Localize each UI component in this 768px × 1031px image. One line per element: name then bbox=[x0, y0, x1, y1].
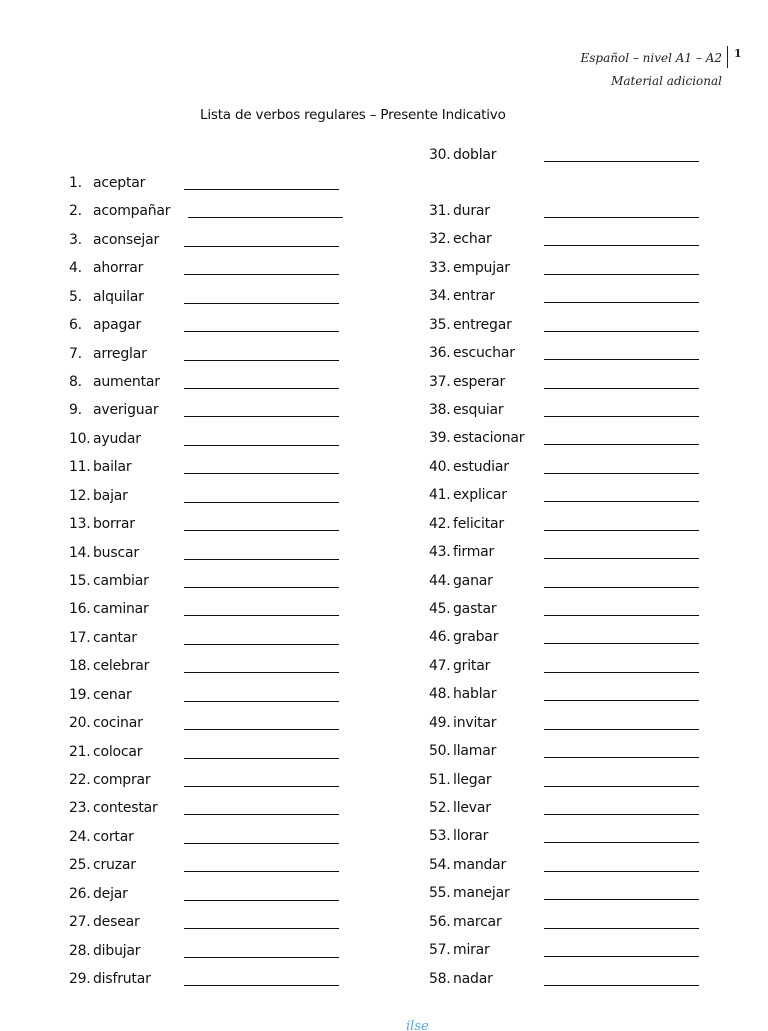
verb-number: 19. bbox=[69, 686, 91, 703]
verb-word: ayudar bbox=[93, 430, 141, 447]
verb-word: invitar bbox=[453, 714, 497, 731]
verb-number: 27. bbox=[69, 914, 91, 931]
verb-word: firmar bbox=[453, 544, 495, 561]
verb-word: marcar bbox=[453, 913, 502, 930]
verb-list-item bbox=[429, 712, 699, 734]
verb-word: gritar bbox=[453, 657, 491, 674]
verb-list-item bbox=[429, 740, 699, 762]
verb-list-item bbox=[429, 626, 699, 648]
answer-blank-line bbox=[184, 473, 339, 474]
verb-number: 3. bbox=[69, 231, 82, 248]
answer-blank-line bbox=[544, 217, 699, 218]
answer-blank-line bbox=[184, 928, 339, 929]
verb-word: contestar bbox=[93, 800, 158, 817]
verb-word: ganar bbox=[453, 572, 493, 589]
verb-number: 55. bbox=[429, 885, 451, 902]
verb-list-item bbox=[429, 371, 699, 393]
verb-word: hablar bbox=[453, 686, 497, 703]
verb-list-item bbox=[69, 684, 339, 706]
answer-blank-line bbox=[184, 388, 339, 389]
answer-blank-line bbox=[184, 701, 339, 702]
verb-number: 12. bbox=[69, 487, 91, 504]
verb-list-item bbox=[69, 314, 339, 336]
verb-word: cenar bbox=[93, 686, 132, 703]
answer-blank-line bbox=[184, 559, 339, 560]
verb-word: ahorrar bbox=[93, 260, 144, 277]
verb-number: 22. bbox=[69, 772, 91, 789]
verb-number: 36. bbox=[429, 345, 451, 362]
answer-blank-line bbox=[544, 587, 699, 588]
verb-list-item bbox=[429, 200, 699, 222]
answer-blank-line bbox=[544, 416, 699, 417]
verb-word: llamar bbox=[453, 743, 497, 760]
verb-word: bajar bbox=[93, 487, 128, 504]
verb-number: 8. bbox=[69, 374, 82, 390]
answer-blank-line bbox=[184, 360, 339, 361]
verb-number: 1. bbox=[69, 175, 82, 191]
verb-list-item bbox=[429, 427, 699, 449]
answer-blank-line bbox=[544, 501, 699, 502]
verb-list-item bbox=[69, 456, 339, 478]
answer-blank-line bbox=[544, 814, 699, 815]
answer-blank-line bbox=[184, 615, 339, 616]
page-title: Lista de verbos regulares – Presente Indicativo bbox=[200, 107, 506, 123]
verb-number: 9. bbox=[69, 402, 82, 419]
verb-list-item bbox=[429, 968, 699, 990]
verb-number: 47. bbox=[429, 657, 451, 674]
answer-blank-line bbox=[544, 729, 699, 730]
verb-list-item bbox=[69, 286, 339, 308]
verb-number: 20. bbox=[69, 715, 91, 732]
verb-list-item bbox=[429, 484, 699, 506]
verb-number: 54. bbox=[429, 856, 451, 873]
page-number: 1 bbox=[727, 46, 742, 68]
verb-word: aconsejar bbox=[93, 231, 160, 248]
verb-number: 7. bbox=[69, 345, 82, 362]
verb-word: manejar bbox=[453, 885, 510, 902]
verb-list-item bbox=[429, 769, 699, 791]
verb-number: 56. bbox=[429, 913, 451, 930]
verb-list-item bbox=[429, 314, 699, 336]
answer-blank-line bbox=[184, 985, 339, 986]
ilse-logo-icon bbox=[404, 1012, 430, 1031]
verb-list-item bbox=[69, 399, 339, 421]
answer-blank-line bbox=[544, 786, 699, 787]
verb-word: nadar bbox=[453, 970, 493, 987]
verb-word: averiguar bbox=[93, 402, 159, 419]
verb-number: 43. bbox=[429, 544, 451, 561]
answer-blank-line bbox=[184, 957, 339, 958]
verb-number: 58. bbox=[429, 970, 451, 987]
verb-number: 57. bbox=[429, 942, 451, 959]
verb-word: comprar bbox=[93, 772, 151, 789]
verb-list-item bbox=[69, 826, 339, 848]
verb-word: bailar bbox=[93, 459, 132, 476]
verb-word: colocar bbox=[93, 743, 143, 760]
verb-number: 53. bbox=[429, 828, 451, 845]
answer-blank-line bbox=[544, 245, 699, 246]
answer-blank-line bbox=[544, 899, 699, 900]
verb-list-item bbox=[429, 399, 699, 421]
answer-blank-line bbox=[544, 643, 699, 644]
verb-word: dejar bbox=[93, 885, 128, 902]
verb-word: aumentar bbox=[93, 374, 160, 390]
verb-word: borrar bbox=[93, 516, 135, 533]
answer-blank-line bbox=[184, 900, 339, 901]
verb-list-item bbox=[429, 854, 699, 876]
verb-word: echar bbox=[453, 231, 492, 248]
verb-list-item bbox=[69, 229, 339, 251]
answer-blank-line bbox=[184, 274, 339, 275]
verb-number: 52. bbox=[429, 800, 451, 817]
answer-blank-line bbox=[544, 956, 699, 957]
verb-word: entrar bbox=[453, 288, 495, 305]
answer-blank-line bbox=[184, 786, 339, 787]
verb-number: 23. bbox=[69, 800, 91, 817]
verb-word: esquiar bbox=[453, 402, 504, 418]
answer-blank-line bbox=[544, 530, 699, 531]
verb-number: 44. bbox=[429, 572, 451, 589]
verb-list-item bbox=[69, 513, 339, 535]
answer-blank-line bbox=[544, 558, 699, 559]
verb-number: 49. bbox=[429, 714, 451, 731]
answer-blank-line bbox=[544, 388, 699, 389]
verb-number: 4. bbox=[69, 260, 82, 277]
verb-list-item bbox=[69, 485, 339, 507]
verb-number: 29. bbox=[69, 971, 91, 988]
answer-blank-line bbox=[184, 303, 339, 304]
answer-blank-line bbox=[544, 615, 699, 616]
verb-word: cambiar bbox=[93, 573, 149, 590]
verb-word: doblar bbox=[453, 147, 497, 163]
verb-list-item bbox=[69, 940, 339, 962]
answer-blank-line bbox=[544, 757, 699, 758]
verb-list-item bbox=[429, 882, 699, 904]
verb-word: llegar bbox=[453, 771, 492, 788]
verb-list-item bbox=[69, 854, 339, 876]
verb-word: durar bbox=[453, 203, 490, 219]
answer-blank-line bbox=[184, 871, 339, 872]
verb-list-item bbox=[69, 172, 339, 194]
verb-list-item bbox=[69, 542, 339, 564]
answer-blank-line bbox=[544, 672, 699, 673]
verb-word: celebrar bbox=[93, 658, 150, 675]
verb-word: mirar bbox=[453, 942, 490, 959]
answer-blank-line bbox=[544, 302, 699, 303]
answer-blank-line bbox=[544, 444, 699, 445]
answer-blank-line bbox=[544, 928, 699, 929]
verb-list-item bbox=[429, 456, 699, 478]
verb-word: esperar bbox=[453, 373, 506, 390]
verb-number: 18. bbox=[69, 658, 91, 675]
answer-blank-line bbox=[184, 530, 339, 531]
verb-number: 39. bbox=[429, 430, 451, 447]
verb-list-item bbox=[429, 598, 699, 620]
verb-list-item bbox=[69, 655, 339, 677]
verb-word: cruzar bbox=[93, 857, 136, 874]
verb-number: 15. bbox=[69, 573, 91, 590]
verb-word: cocinar bbox=[93, 715, 143, 732]
verb-word: entregar bbox=[453, 316, 512, 333]
verb-word: escuchar bbox=[453, 345, 515, 362]
verb-word: felicitar bbox=[453, 515, 504, 532]
answer-blank-line bbox=[184, 758, 339, 759]
verb-word: llevar bbox=[453, 800, 491, 817]
svg-text:ilse: ilse bbox=[406, 1019, 429, 1031]
verb-word: gastar bbox=[453, 601, 497, 618]
answer-blank-line bbox=[184, 502, 339, 503]
verb-list-item bbox=[429, 570, 699, 592]
verb-word: empujar bbox=[453, 259, 510, 276]
verb-list-item bbox=[69, 343, 339, 365]
verb-number: 21. bbox=[69, 743, 91, 760]
answer-blank-line bbox=[184, 246, 339, 247]
answer-blank-line bbox=[184, 587, 339, 588]
verb-word: cantar bbox=[93, 629, 137, 646]
verb-word: estudiar bbox=[453, 458, 509, 475]
material-line: Material adicional bbox=[611, 74, 722, 88]
answer-blank-line bbox=[184, 189, 339, 190]
answer-blank-line bbox=[544, 700, 699, 701]
verb-number: 25. bbox=[69, 857, 91, 874]
verb-number: 32. bbox=[429, 231, 451, 248]
verb-list-item bbox=[69, 428, 339, 450]
verb-list-item bbox=[69, 570, 339, 592]
verb-number: 41. bbox=[429, 487, 451, 504]
verb-word: estacionar bbox=[453, 430, 525, 447]
verb-list-item bbox=[429, 825, 699, 847]
verb-list-item bbox=[69, 257, 339, 279]
verb-number: 26. bbox=[69, 885, 91, 902]
answer-blank-line bbox=[544, 331, 699, 332]
answer-blank-line bbox=[544, 842, 699, 843]
verb-number: 10. bbox=[69, 430, 91, 447]
verb-word: caminar bbox=[93, 601, 149, 618]
verb-word: disfrutar bbox=[93, 971, 151, 988]
verb-number: 30. bbox=[429, 147, 451, 163]
verb-word: apagar bbox=[93, 317, 142, 334]
verb-list-item bbox=[69, 911, 339, 933]
course-level-line: Español – nivel A1 – A2 bbox=[580, 51, 722, 65]
verb-list-item bbox=[69, 883, 339, 905]
verb-list-item bbox=[429, 797, 699, 819]
answer-blank-line bbox=[184, 416, 339, 417]
verb-list-item bbox=[429, 655, 699, 677]
verb-number: 16. bbox=[69, 601, 91, 618]
verb-word: dibujar bbox=[93, 942, 141, 959]
verb-number: 17. bbox=[69, 629, 91, 646]
verb-word: desear bbox=[93, 914, 140, 931]
verb-word: llorar bbox=[453, 828, 489, 845]
verb-word: mandar bbox=[453, 856, 507, 873]
verb-number: 45. bbox=[429, 601, 451, 618]
verb-list-item bbox=[429, 228, 699, 250]
verb-list-item bbox=[429, 513, 699, 535]
answer-blank-line bbox=[184, 644, 339, 645]
verb-number: 33. bbox=[429, 259, 451, 276]
answer-blank-line bbox=[184, 445, 339, 446]
verb-list-item bbox=[69, 627, 339, 649]
verb-list-item bbox=[429, 342, 699, 364]
verb-list-item bbox=[69, 769, 339, 791]
answer-blank-line bbox=[188, 217, 343, 218]
verb-list-item bbox=[69, 200, 343, 222]
verb-number: 37. bbox=[429, 373, 451, 390]
verb-word: buscar bbox=[93, 544, 139, 561]
verb-number: 48. bbox=[429, 686, 451, 703]
answer-blank-line bbox=[184, 672, 339, 673]
verb-list-item bbox=[429, 541, 699, 563]
verb-number: 50. bbox=[429, 743, 451, 760]
verb-word: alquilar bbox=[93, 288, 144, 305]
answer-blank-line bbox=[544, 161, 699, 162]
answer-blank-line bbox=[184, 843, 339, 844]
verb-number: 28. bbox=[69, 942, 91, 959]
verb-number: 5. bbox=[69, 288, 82, 305]
verb-number: 46. bbox=[429, 629, 451, 646]
verb-list-item bbox=[69, 371, 339, 393]
verb-list-item bbox=[69, 741, 339, 763]
verb-list-item bbox=[69, 712, 339, 734]
answer-blank-line bbox=[544, 985, 699, 986]
verb-number: 13. bbox=[69, 516, 91, 533]
answer-blank-line bbox=[544, 274, 699, 275]
answer-blank-line bbox=[184, 331, 339, 332]
verb-number: 6. bbox=[69, 317, 82, 334]
answer-blank-line bbox=[544, 359, 699, 360]
verb-list-item bbox=[69, 968, 339, 990]
verb-word: grabar bbox=[453, 629, 499, 646]
verb-list-item bbox=[429, 939, 699, 961]
verb-list-item bbox=[429, 285, 699, 307]
verb-number: 2. bbox=[69, 203, 82, 220]
verb-word: arreglar bbox=[93, 345, 147, 362]
verb-list-item bbox=[429, 144, 699, 166]
verb-word: aceptar bbox=[93, 175, 146, 191]
verb-number: 38. bbox=[429, 402, 451, 418]
verb-list-item bbox=[429, 683, 699, 705]
verb-list-item bbox=[69, 598, 339, 620]
verb-list-item bbox=[429, 911, 699, 933]
answer-blank-line bbox=[184, 814, 339, 815]
verb-number: 31. bbox=[429, 203, 451, 219]
verb-number: 34. bbox=[429, 288, 451, 305]
course-header bbox=[580, 47, 722, 93]
verb-number: 11. bbox=[69, 459, 91, 476]
verb-list-item bbox=[69, 797, 339, 819]
answer-blank-line bbox=[544, 473, 699, 474]
verb-number: 24. bbox=[69, 828, 91, 845]
verb-number: 40. bbox=[429, 458, 451, 475]
verb-number: 35. bbox=[429, 316, 451, 333]
verb-number: 14. bbox=[69, 544, 91, 561]
verb-number: 51. bbox=[429, 771, 451, 788]
answer-blank-line bbox=[544, 871, 699, 872]
verb-word: acompañar bbox=[93, 203, 171, 220]
verb-word: cortar bbox=[93, 828, 134, 845]
verb-number: 42. bbox=[429, 515, 451, 532]
answer-blank-line bbox=[184, 729, 339, 730]
verb-list-item bbox=[429, 257, 699, 279]
verb-word: explicar bbox=[453, 487, 507, 504]
